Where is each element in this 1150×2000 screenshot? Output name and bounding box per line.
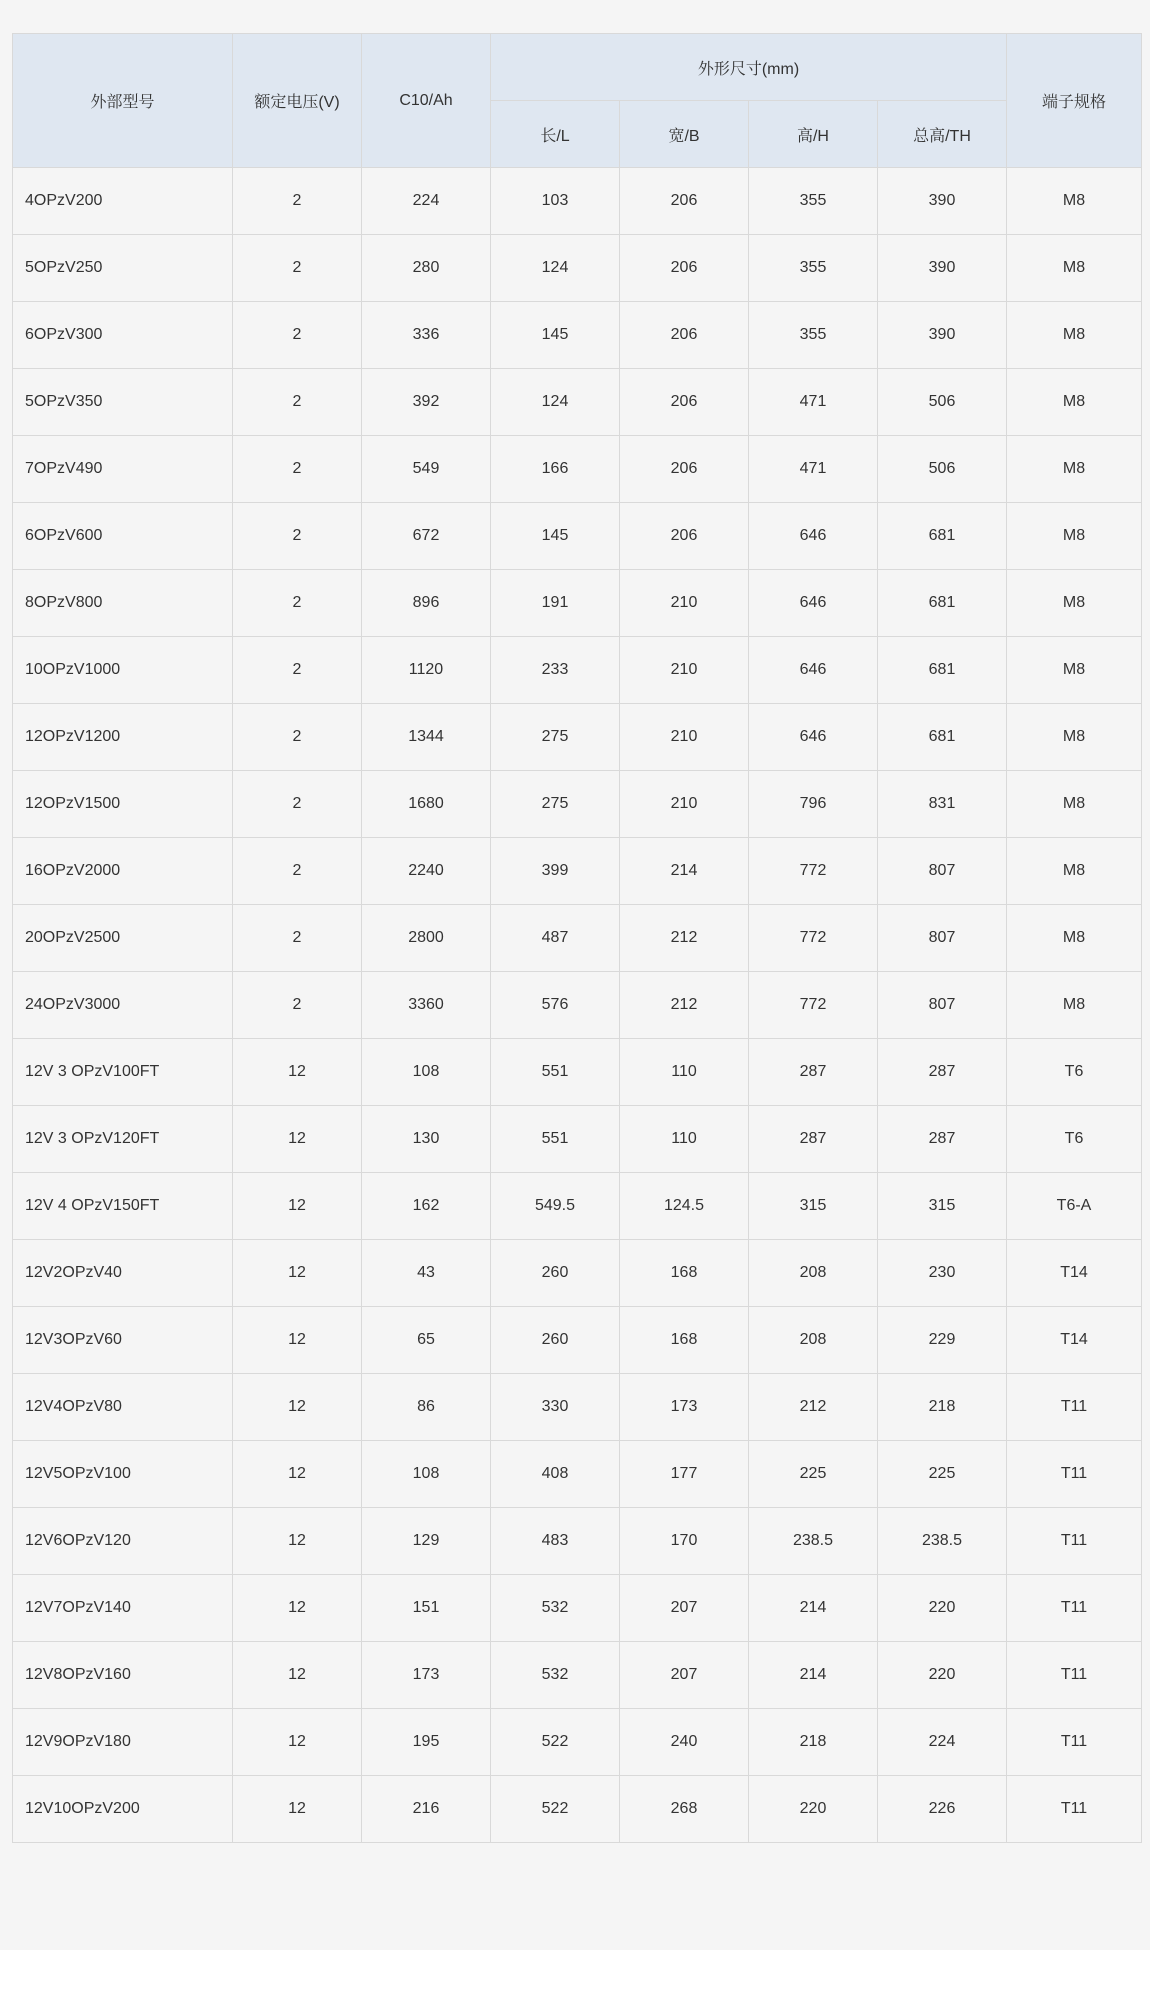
cell-voltage: 2 [233,503,362,570]
cell-voltage: 12 [233,1039,362,1106]
cell-height: 238.5 [749,1508,878,1575]
cell-length: 260 [491,1307,620,1374]
cell-model: 12OPzV1500 [13,771,233,838]
cell-width: 206 [620,302,749,369]
cell-voltage: 2 [233,771,362,838]
cell-model: 20OPzV2500 [13,905,233,972]
cell-terminal: M8 [1007,235,1142,302]
cell-length: 145 [491,302,620,369]
cell-terminal: T11 [1007,1508,1142,1575]
table-header [13,34,1142,168]
cell-voltage: 2 [233,436,362,503]
cell-terminal: T11 [1007,1575,1142,1642]
header-dimensions: 外形尺寸(mm) [491,34,1007,101]
cell-total-height: 506 [878,436,1007,503]
cell-height: 315 [749,1173,878,1240]
cell-capacity: 86 [362,1374,491,1441]
cell-voltage: 12 [233,1575,362,1642]
cell-model: 12V 3 OPzV120FT [13,1106,233,1173]
cell-width: 210 [620,771,749,838]
cell-capacity: 108 [362,1039,491,1106]
cell-length: 522 [491,1776,620,1843]
cell-width: 110 [620,1106,749,1173]
table-row [13,369,1142,436]
cell-terminal: M8 [1007,704,1142,771]
cell-terminal: T11 [1007,1709,1142,1776]
table-body [13,168,1142,1843]
cell-width: 168 [620,1307,749,1374]
cell-terminal: T11 [1007,1441,1142,1508]
cell-height: 646 [749,704,878,771]
cell-terminal: M8 [1007,972,1142,1039]
cell-terminal: M8 [1007,302,1142,369]
cell-terminal: M8 [1007,905,1142,972]
cell-terminal: T6 [1007,1039,1142,1106]
cell-capacity: 2800 [362,905,491,972]
cell-capacity: 336 [362,302,491,369]
cell-voltage: 12 [233,1642,362,1709]
cell-width: 173 [620,1374,749,1441]
cell-height: 796 [749,771,878,838]
cell-height: 214 [749,1642,878,1709]
cell-voltage: 2 [233,369,362,436]
cell-capacity: 216 [362,1776,491,1843]
cell-width: 206 [620,503,749,570]
table-row [13,838,1142,905]
cell-height: 646 [749,503,878,570]
cell-height: 471 [749,436,878,503]
cell-length: 532 [491,1642,620,1709]
header-row [13,34,1142,101]
cell-length: 549.5 [491,1173,620,1240]
cell-total-height: 681 [878,503,1007,570]
cell-length: 576 [491,972,620,1039]
table-row [13,1307,1142,1374]
cell-capacity: 1680 [362,771,491,838]
cell-capacity: 1344 [362,704,491,771]
table-row [13,1240,1142,1307]
cell-total-height: 807 [878,972,1007,1039]
cell-model: 12V9OPzV180 [13,1709,233,1776]
cell-total-height: 681 [878,704,1007,771]
cell-length: 166 [491,436,620,503]
cell-height: 772 [749,972,878,1039]
cell-length: 551 [491,1106,620,1173]
cell-height: 646 [749,570,878,637]
cell-length: 275 [491,771,620,838]
cell-capacity: 896 [362,570,491,637]
table-row [13,972,1142,1039]
cell-capacity: 672 [362,503,491,570]
cell-model: 12V2OPzV40 [13,1240,233,1307]
cell-model: 12V5OPzV100 [13,1441,233,1508]
cell-length: 103 [491,168,620,235]
cell-width: 212 [620,905,749,972]
cell-height: 220 [749,1776,878,1843]
cell-capacity: 65 [362,1307,491,1374]
cell-voltage: 12 [233,1709,362,1776]
cell-width: 207 [620,1575,749,1642]
cell-terminal: T14 [1007,1240,1142,1307]
cell-model: 24OPzV3000 [13,972,233,1039]
table-row [13,905,1142,972]
cell-height: 208 [749,1307,878,1374]
cell-voltage: 12 [233,1106,362,1173]
cell-height: 214 [749,1575,878,1642]
cell-terminal: T6-A [1007,1173,1142,1240]
cell-voltage: 2 [233,838,362,905]
cell-total-height: 681 [878,637,1007,704]
cell-length: 522 [491,1709,620,1776]
cell-height: 287 [749,1106,878,1173]
cell-width: 210 [620,704,749,771]
table-row [13,637,1142,704]
cell-length: 483 [491,1508,620,1575]
cell-model: 12OPzV1200 [13,704,233,771]
cell-height: 355 [749,302,878,369]
table-row [13,302,1142,369]
cell-capacity: 43 [362,1240,491,1307]
table-row [13,1374,1142,1441]
cell-length: 399 [491,838,620,905]
cell-width: 124.5 [620,1173,749,1240]
cell-model: 12V6OPzV120 [13,1508,233,1575]
cell-model: 10OPzV1000 [13,637,233,704]
cell-total-height: 390 [878,235,1007,302]
cell-total-height: 218 [878,1374,1007,1441]
cell-width: 212 [620,972,749,1039]
table-row [13,168,1142,235]
cell-capacity: 195 [362,1709,491,1776]
cell-total-height: 315 [878,1173,1007,1240]
cell-height: 287 [749,1039,878,1106]
cell-total-height: 220 [878,1642,1007,1709]
header-height: 高/H [749,101,878,168]
table-row [13,771,1142,838]
cell-capacity: 129 [362,1508,491,1575]
cell-width: 168 [620,1240,749,1307]
cell-capacity: 173 [362,1642,491,1709]
cell-model: 12V10OPzV200 [13,1776,233,1843]
cell-voltage: 2 [233,637,362,704]
cell-width: 170 [620,1508,749,1575]
table-row [13,1575,1142,1642]
cell-terminal: M8 [1007,369,1142,436]
cell-total-height: 287 [878,1106,1007,1173]
cell-length: 233 [491,637,620,704]
cell-capacity: 392 [362,369,491,436]
cell-model: 6OPzV600 [13,503,233,570]
cell-voltage: 12 [233,1374,362,1441]
cell-capacity: 130 [362,1106,491,1173]
cell-model: 12V 4 OPzV150FT [13,1173,233,1240]
cell-voltage: 12 [233,1240,362,1307]
table-row [13,1173,1142,1240]
cell-length: 275 [491,704,620,771]
cell-terminal: M8 [1007,503,1142,570]
cell-voltage: 12 [233,1776,362,1843]
cell-total-height: 225 [878,1441,1007,1508]
cell-voltage: 2 [233,905,362,972]
cell-total-height: 230 [878,1240,1007,1307]
cell-length: 124 [491,369,620,436]
cell-capacity: 224 [362,168,491,235]
cell-terminal: M8 [1007,637,1142,704]
cell-height: 772 [749,905,878,972]
table-row [13,1642,1142,1709]
cell-height: 225 [749,1441,878,1508]
cell-capacity: 151 [362,1575,491,1642]
cell-voltage: 2 [233,235,362,302]
battery-spec-table [12,33,1142,1843]
header-total-height: 总高/TH [878,101,1007,168]
cell-model: 6OPzV300 [13,302,233,369]
cell-total-height: 238.5 [878,1508,1007,1575]
table-row [13,1441,1142,1508]
cell-total-height: 229 [878,1307,1007,1374]
cell-voltage: 12 [233,1508,362,1575]
cell-width: 240 [620,1709,749,1776]
cell-length: 260 [491,1240,620,1307]
cell-width: 207 [620,1642,749,1709]
cell-terminal: T6 [1007,1106,1142,1173]
cell-voltage: 12 [233,1173,362,1240]
cell-total-height: 807 [878,838,1007,905]
cell-capacity: 3360 [362,972,491,1039]
table-row [13,570,1142,637]
cell-width: 206 [620,235,749,302]
cell-model: 12V3OPzV60 [13,1307,233,1374]
cell-length: 532 [491,1575,620,1642]
table-row [13,1709,1142,1776]
cell-terminal: M8 [1007,436,1142,503]
cell-capacity: 108 [362,1441,491,1508]
cell-total-height: 506 [878,369,1007,436]
cell-width: 177 [620,1441,749,1508]
header-length: 长/L [491,101,620,168]
cell-capacity: 549 [362,436,491,503]
cell-height: 212 [749,1374,878,1441]
cell-total-height: 220 [878,1575,1007,1642]
cell-total-height: 390 [878,302,1007,369]
cell-total-height: 287 [878,1039,1007,1106]
cell-voltage: 2 [233,972,362,1039]
cell-voltage: 12 [233,1441,362,1508]
cell-model: 4OPzV200 [13,168,233,235]
table-row [13,503,1142,570]
cell-length: 330 [491,1374,620,1441]
cell-model: 12V 3 OPzV100FT [13,1039,233,1106]
cell-height: 218 [749,1709,878,1776]
cell-terminal: M8 [1007,168,1142,235]
cell-width: 206 [620,369,749,436]
table-row [13,1039,1142,1106]
cell-model: 12V8OPzV160 [13,1642,233,1709]
cell-voltage: 2 [233,704,362,771]
table-row [13,1776,1142,1843]
cell-total-height: 807 [878,905,1007,972]
cell-height: 355 [749,168,878,235]
table-row [13,1508,1142,1575]
cell-width: 268 [620,1776,749,1843]
cell-voltage: 2 [233,168,362,235]
cell-model: 8OPzV800 [13,570,233,637]
cell-length: 551 [491,1039,620,1106]
cell-height: 646 [749,637,878,704]
header-voltage: 额定电压(V) [233,34,362,168]
cell-capacity: 2240 [362,838,491,905]
cell-model: 5OPzV350 [13,369,233,436]
cell-terminal: T11 [1007,1642,1142,1709]
cell-terminal: M8 [1007,838,1142,905]
cell-voltage: 12 [233,1307,362,1374]
cell-length: 487 [491,905,620,972]
cell-terminal: M8 [1007,771,1142,838]
cell-model: 12V7OPzV140 [13,1575,233,1642]
cell-length: 408 [491,1441,620,1508]
header-width: 宽/B [620,101,749,168]
cell-length: 124 [491,235,620,302]
cell-height: 772 [749,838,878,905]
cell-total-height: 831 [878,771,1007,838]
cell-terminal: T11 [1007,1374,1142,1441]
cell-terminal: T11 [1007,1776,1142,1843]
cell-model: 7OPzV490 [13,436,233,503]
cell-length: 145 [491,503,620,570]
cell-total-height: 681 [878,570,1007,637]
table-row [13,436,1142,503]
cell-model: 16OPzV2000 [13,838,233,905]
cell-height: 471 [749,369,878,436]
cell-capacity: 162 [362,1173,491,1240]
cell-terminal: T14 [1007,1307,1142,1374]
cell-width: 210 [620,570,749,637]
header-capacity: C10/Ah [362,34,491,168]
header-terminal: 端子规格 [1007,34,1142,168]
cell-height: 208 [749,1240,878,1307]
cell-length: 191 [491,570,620,637]
cell-width: 210 [620,637,749,704]
cell-voltage: 2 [233,570,362,637]
cell-total-height: 224 [878,1709,1007,1776]
table-row [13,1106,1142,1173]
header-model: 外部型号 [13,34,233,168]
cell-width: 214 [620,838,749,905]
cell-terminal: M8 [1007,570,1142,637]
cell-height: 355 [749,235,878,302]
cell-total-height: 390 [878,168,1007,235]
cell-width: 110 [620,1039,749,1106]
cell-model: 5OPzV250 [13,235,233,302]
cell-voltage: 2 [233,302,362,369]
cell-width: 206 [620,168,749,235]
cell-capacity: 280 [362,235,491,302]
cell-width: 206 [620,436,749,503]
table-row [13,235,1142,302]
cell-total-height: 226 [878,1776,1007,1843]
cell-capacity: 1120 [362,637,491,704]
table-row [13,704,1142,771]
cell-model: 12V4OPzV80 [13,1374,233,1441]
